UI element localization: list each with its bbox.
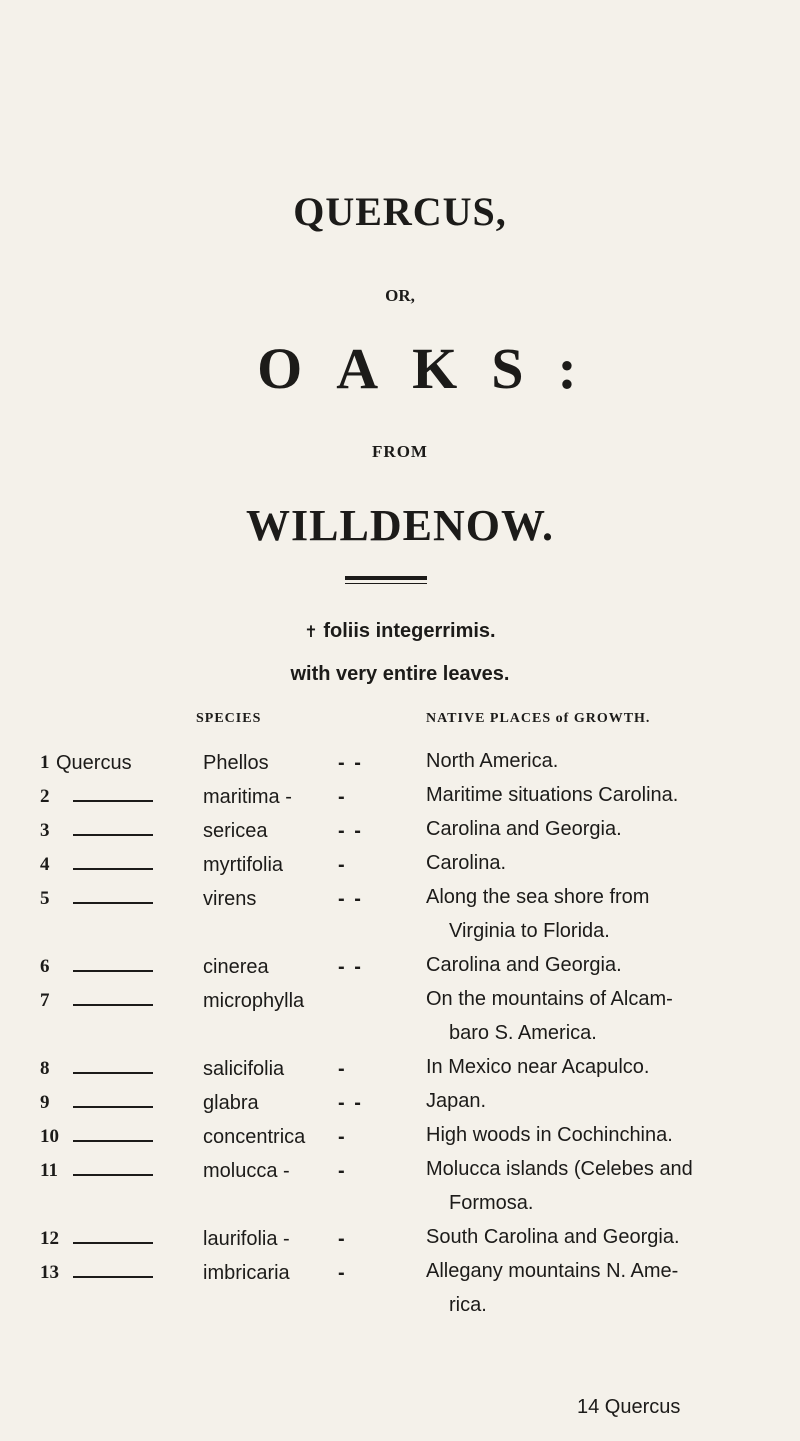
- native-place: [426, 1118, 766, 1152]
- ditto-dash: [73, 902, 153, 904]
- column-header-places: NATIVE PLACES of GROWTH.: [426, 711, 651, 726]
- native-place-line: Formosa.: [449, 1192, 534, 1214]
- species-name: myrtifolia: [203, 854, 284, 876]
- species-name: Phellos: [203, 752, 269, 774]
- dash-separator: - -: [338, 752, 363, 774]
- native-place-line: Carolina.: [426, 852, 507, 874]
- species-name: sericea: [203, 820, 268, 842]
- species-number: 10: [40, 1126, 59, 1147]
- from-label: FROM: [372, 442, 428, 461]
- native-place-line: Along the sea shore from: [426, 886, 650, 908]
- table-row: [0, 1260, 800, 1316]
- native-place-line: On the mountains of Alcam-: [426, 988, 673, 1010]
- native-place: [426, 1254, 766, 1322]
- native-place: [426, 1050, 766, 1084]
- native-place-line: Allegany mountains N. Ame-: [426, 1260, 679, 1282]
- table-row: [0, 1158, 800, 1214]
- species-number: 8: [40, 1058, 50, 1079]
- latin-subheading-text: foliis integerrimis.: [323, 620, 496, 642]
- latin-subheading: [0, 620, 800, 643]
- dash-separator: -: [338, 1228, 347, 1250]
- dash-separator: -: [338, 1126, 347, 1148]
- species-name: microphylla: [203, 990, 305, 1012]
- oaks-title: OAKS:: [257, 336, 611, 401]
- native-place-line: South Carolina and Georgia.: [426, 1226, 680, 1248]
- native-place: [426, 1152, 766, 1220]
- ditto-dash: [73, 1174, 153, 1176]
- species-number: 2: [40, 786, 50, 807]
- native-place: [426, 880, 766, 948]
- species-name: maritima -: [203, 786, 292, 808]
- genus-name: Quercus: [56, 752, 132, 774]
- native-place-line: High woods in Cochinchina.: [426, 1124, 673, 1146]
- species-number: 9: [40, 1092, 50, 1113]
- ditto-dash: [73, 1106, 153, 1108]
- ditto-dash: [73, 868, 153, 870]
- page-title: QUERCUS,: [293, 189, 507, 234]
- divider-thin: [345, 583, 427, 584]
- native-place: [426, 948, 766, 982]
- native-place: [426, 812, 766, 846]
- native-place-line: rica.: [449, 1294, 487, 1316]
- species-name: laurifolia -: [203, 1228, 290, 1250]
- column-header-species: SPECIES: [196, 711, 262, 726]
- native-place-line: Carolina and Georgia.: [426, 818, 622, 840]
- ditto-dash: [73, 1140, 153, 1142]
- native-place-line: Japan.: [426, 1090, 487, 1112]
- catchword: 14 Quercus: [577, 1396, 681, 1418]
- ditto-dash: [73, 1004, 153, 1006]
- ditto-dash: [73, 800, 153, 802]
- author-name: WILLDENOW.: [246, 501, 554, 550]
- species-name: glabra: [203, 1092, 259, 1114]
- dash-separator: -: [338, 1058, 347, 1080]
- native-place-line: Molucca islands (Celebes and: [426, 1158, 693, 1180]
- divider-thick: [345, 576, 427, 580]
- species-name: virens: [203, 888, 257, 910]
- native-place-line: Carolina and Georgia.: [426, 954, 622, 976]
- species-number: 1: [40, 752, 50, 773]
- ditto-dash: [73, 1072, 153, 1074]
- dash-separator: -: [338, 1160, 347, 1182]
- cross-mark-icon: ✝: [304, 622, 318, 641]
- native-place-line: Maritime situations Carolina.: [426, 784, 679, 806]
- species-number: 11: [40, 1160, 58, 1181]
- native-place-line: North America.: [426, 750, 559, 772]
- native-place-line: In Mexico near Acapulco.: [426, 1056, 650, 1078]
- species-number: 13: [40, 1262, 59, 1283]
- species-number: 3: [40, 820, 50, 841]
- english-subheading: with very entire leaves.: [290, 663, 510, 685]
- or-label: OR,: [385, 286, 415, 305]
- dash-separator: -: [338, 854, 347, 876]
- dash-separator: - -: [338, 888, 363, 910]
- dash-separator: - -: [338, 956, 363, 978]
- ditto-dash: [73, 970, 153, 972]
- species-name: imbricaria: [203, 1262, 290, 1284]
- species-number: 6: [40, 956, 50, 977]
- native-place: [426, 982, 766, 1050]
- species-name: molucca -: [203, 1160, 290, 1182]
- table-row: [0, 988, 800, 1044]
- ditto-dash: [73, 1242, 153, 1244]
- native-place-line: Virginia to Florida.: [449, 920, 610, 942]
- species-number: 5: [40, 888, 50, 909]
- species-name: concentrica: [203, 1126, 306, 1148]
- native-place-line: baro S. America.: [449, 1022, 597, 1044]
- ditto-dash: [73, 834, 153, 836]
- native-place: [426, 1084, 766, 1118]
- native-place: [426, 1220, 766, 1254]
- species-number: 12: [40, 1228, 59, 1249]
- dash-separator: -: [338, 786, 347, 808]
- native-place: [426, 846, 766, 880]
- native-place: [426, 778, 766, 812]
- dash-separator: -: [338, 1262, 347, 1284]
- ditto-dash: [73, 1276, 153, 1278]
- species-name: salicifolia: [203, 1058, 285, 1080]
- dash-separator: - -: [338, 820, 363, 842]
- table-row: [0, 886, 800, 942]
- species-name: cinerea: [203, 956, 269, 978]
- dash-separator: - -: [338, 1092, 363, 1114]
- native-place: [426, 744, 766, 778]
- species-number: 7: [40, 990, 50, 1011]
- species-number: 4: [40, 854, 50, 875]
